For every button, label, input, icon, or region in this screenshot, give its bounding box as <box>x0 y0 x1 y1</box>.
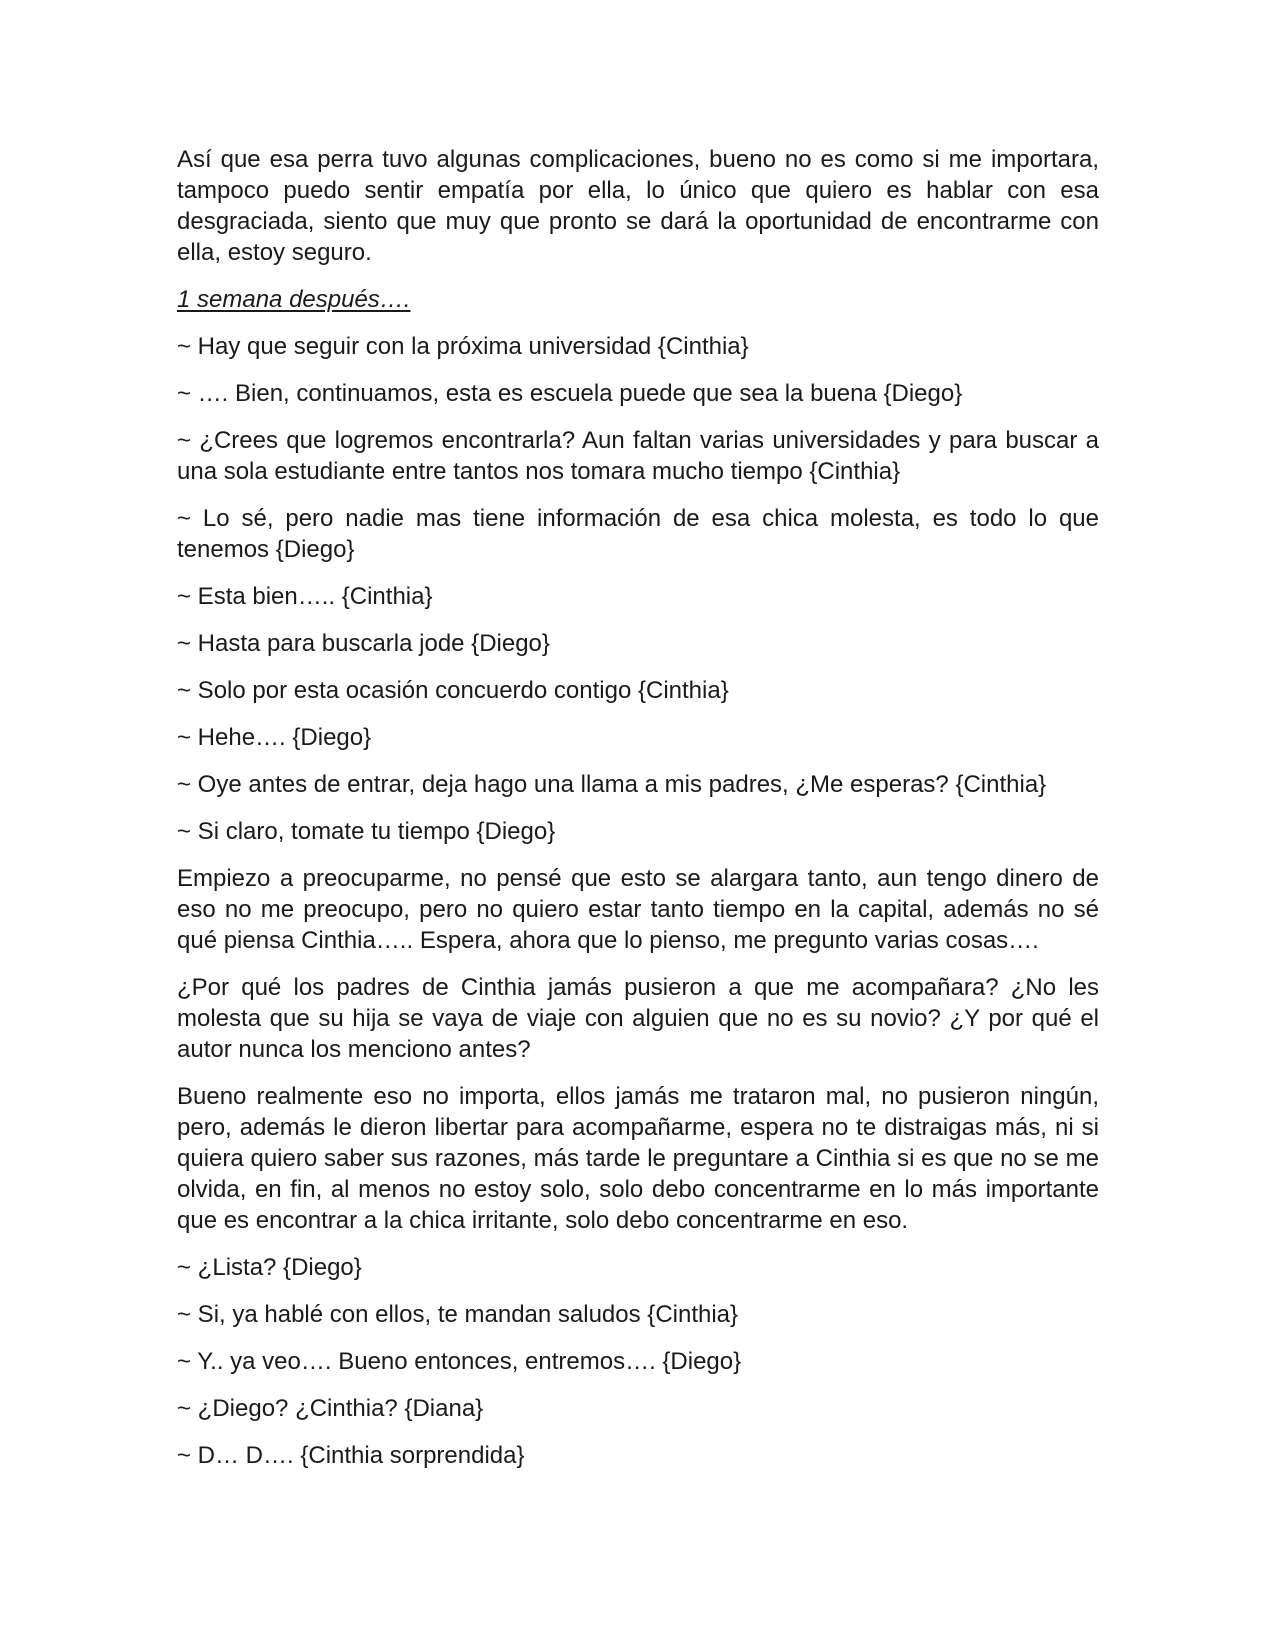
dialogue-line: ~ Si claro, tomate tu tiempo {Diego} <box>177 818 556 845</box>
dialogue-line: ~ Y.. ya veo…. Bueno entonces, entremos…. {Diego} <box>177 1348 742 1375</box>
dialogue-line: ~ Hay que seguir con la próxima universidad {Cinthia} <box>177 333 749 360</box>
dialogue-line: ~ Oye antes de entrar, deja hago una llama a mis padres, ¿Me esperas? {Cinthia} <box>177 771 1047 798</box>
dialogue-line: ~ Solo por esta ocasión concuerdo contigo {Cinthia} <box>177 677 729 704</box>
dialogue-line: ~ D… D…. {Cinthia sorprendida} <box>177 1442 525 1469</box>
narration-paragraph: Empiezo a preocuparme, no pensé que esto se alargara tanto, aun tengo dinero de eso no me preocupo, pero no quiero estar tanto tiempo en la capital, además no sé qué piensa Cinthia….. Espera, ahora que lo pienso, me pregunto varias cosas…. <box>177 865 1099 954</box>
dialogue-line: ~ …. Bien, continuamos, esta es escuela puede que sea la buena {Diego} <box>177 380 963 407</box>
dialogue-line: ~ Esta bien….. {Cinthia} <box>177 583 433 610</box>
section-heading: 1 semana después…. <box>177 286 411 313</box>
narration-paragraph: Bueno realmente eso no importa, ellos jamás me trataron mal, no pusieron ningún, pero, además le dieron libertar para acompañarme, espera no te distraigas más, ni si quiera quiero saber sus razones, más tarde le preguntare a Cinthia si es que no se me olvida, en fin, al menos no estoy solo, solo debo concentrarme en lo más importante que es encontrar a la chica irritante, solo debo concentrarme en eso. <box>177 1083 1099 1234</box>
dialogue-line: ~ Hasta para buscarla jode {Diego} <box>177 630 550 657</box>
dialogue-line: ~ ¿Diego? ¿Cinthia? {Diana} <box>177 1395 484 1422</box>
dialogue-line: ~ Si, ya hablé con ellos, te mandan saludos {Cinthia} <box>177 1301 739 1328</box>
dialogue-line: ~ Lo sé, pero nadie mas tiene información de esa chica molesta, es todo lo que tenemos {Diego} <box>177 505 1099 563</box>
dialogue-line: ~ Hehe…. {Diego} <box>177 724 372 751</box>
narration-paragraph: Así que esa perra tuvo algunas complicaciones, bueno no es como si me importara, tampoco puedo sentir empatía por ella, lo único que quiero es hablar con esa desgraciada, siento que muy que pronto se dará la oportunidad de encontrarme con ella, estoy seguro. <box>177 146 1099 266</box>
document-body <box>177 144 1099 1487</box>
narration-paragraph: ¿Por qué los padres de Cinthia jamás pusieron a que me acompañara? ¿No les molesta que su hija se vaya de viaje con alguien que no es su novio? ¿Y por qué el autor nunca los menciono antes? <box>177 974 1099 1063</box>
dialogue-line: ~ ¿Crees que logremos encontrarla? Aun faltan varias universidades y para buscar a una sola estudiante entre tantos nos tomara mucho tiempo {Cinthia} <box>177 427 1099 485</box>
dialogue-line: ~ ¿Lista? {Diego} <box>177 1254 362 1281</box>
